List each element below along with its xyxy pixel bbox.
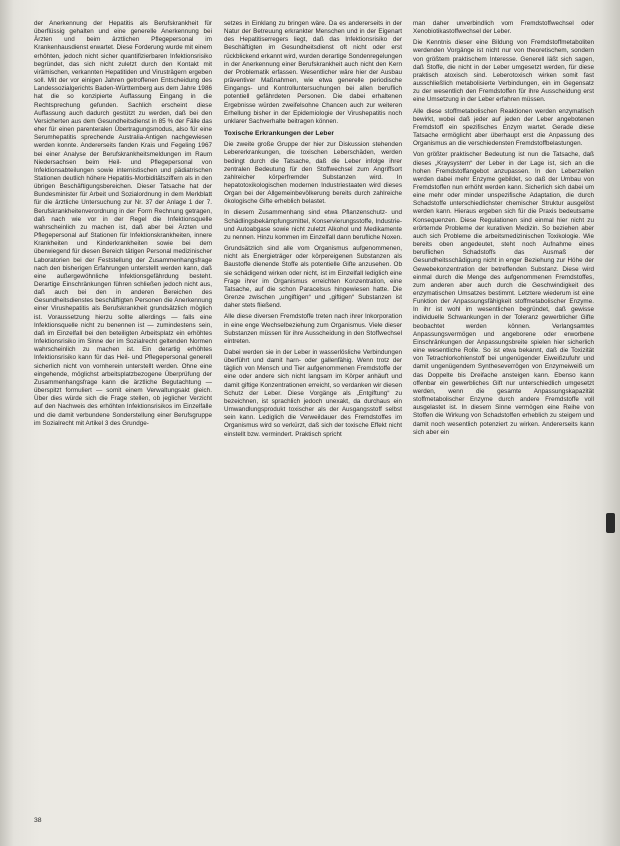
text-column-right	[413, 20, 594, 440]
text-column-left	[34, 20, 212, 431]
text-column-middle	[224, 20, 402, 442]
paragraph: man daher unverbindlich vom Fremdstoffwechsel oder Xenobiotikastoffwechsel der Leber.	[413, 20, 594, 36]
paragraph: Von größter praktischer Bedeutung ist nun die Tatsache, daß dieses „Kraysystem“ der Leber in der Lage ist, sich an die hohen Fremdstoffangebot anzupassen. In den Leberzellen werden dabei mehr Enzyme gebildet, so daß der Umbau von Fremdstoffen nun erhöht werden kann. Sicherlich sich dabei um eine mehr oder minder unspezifische Adaptation, die durch Schadstoffe unterschiedlichster chemischer Struktur ausgelöst werden kann. Hieraus ergeben sich für die Praxis bedeutsame Konsequenzen. Diese Regulationen sind einmal hier nicht zu erörternde Probleme der kurativen Medizin. So beziehen aber auch sich Probleme die arbeitsmedizinischen Toxikologie. Wie bereits oben angedeutet, steht noch Aufnahme eines beruflichen Schadstoffs das Ausmaß der Gesundheitsschädigung nicht in enger Beziehung zur Höhe der Gewebekonzentration der betreffenden Substanz. Diese wird einmal durch die Menge des aufgenommenen Fremdstoffes, zum anderen aber auch durch die Geschwindigkeit des enzymatischen Umsatzes bestimmt. Letztere wiederum ist eine Funktion der Anpassungsfähigkeit stoffmetabolischer Enzyme. In ihr ist wohl im wesentlichen begründet, daß gewisse individuelle Schwankungen in der Toleranz gewerblicher Gifte beobachtet werden können. Verlangsamtes Anpassungsvermögen und angeborene oder erworbene Einschränkungen der Anpassungsbreite spielen hier sicherlich eine wesentliche Rolle. So ist etwa bekannt, daß die Toxizität von Tetrachlorkohlenstoff bei ungenügender Eiweißzufuhr und damit ungenügendem Syntheseverrögen von Enzymeiweiß um das Doppelte bis Dreifache ansteigen kann. Ebenso kann offenbar ein gewerbliches Gift nur unterschiedlich umgesetzt werden, wenn die gesamte Anpassungskapazität stoffmetabolischer Enzyme durch andere Fremdstoffe voll ausgelastet ist. In diesem Sinne vermögen eine Reihe von Stoffen die Wirkung von Schadstoffen erheblich zu steigern und damit noch wesentlich potenziert zu wirken. Andererseits kann sich aber ein	[413, 151, 594, 436]
page-number: 38	[34, 817, 42, 824]
paragraph: Alle diese diversen Fremdstoffe treten nach ihrer Inkorporation in eine enge Wechselbeziehung zum Organismus. Viele dieser Substanzen müssen für ihre Ausscheidung in den Stoffwechsel eintreten.	[224, 313, 402, 345]
paragraph: setzes in Einklang zu bringen wäre. Da es andererseits in der Natur der Betreuung erkrankter Menschen und in der Eigenart des Hepatitiserregers liegt, daß das Infektionsrisiko der Beschäftigten im Gesundheitsdienst oft nicht oder erst rückblickend erkannt wird, wurden derartige Sondenregelungen in der Anerkennung einer Berufskrankheit auch nicht den Kern der Problematik erfassen. Wesentlicher wäre hier der Ausbau präventiver Maßnahmen, wie etwa generelle periodische Eingangs- und Kontrolluntersuchungen bei allen beruflich potentiell gefährdeten Personen. Die dabei erhaltenen Ergebnisse würden zweifelsohne Chancen auch zur weiteren Erhellung bisher in der Epidemiologie der Virushepatitis noch unklarer Sachverhalte beitragen können.	[224, 20, 402, 125]
paragraph: Alle diese stoffmetabolischen Reaktionen werden enzymatisch bewirkt, wobei daß jeder auf jeden der Leber angebotenen Fremdstoff ein spezifisches Enzym wartet. Gerade diese Tatsache ermöglicht aber überhaupt erst die Anpassung des Organismus an die verschiedensten Fremdstoffbelastungen.	[413, 107, 594, 148]
paragraph: Grundsätzlich sind alle vom Organismus aufgenommenen, nicht als Energieträger oder körpereigenen Substanzen als Baustoffe dienende Stoffe als potentielle Gifte anzusehen. Ob sie schädigend wirken oder nicht, ist im Einzelfall lediglich eine Frage ihrer im Organismus erreichten Konzentration, eine Tatsache, auf die schon Paracelsus hingewiesen hatte. Die Grenze zwischen „ungiftigen“ und „giftigen“ Substanzen ist daher stets fließend.	[224, 245, 402, 310]
paragraph: Die zweite große Gruppe der hier zur Diskussion stehenden Lebererkrankungen, die toxischen Leberschäden, werden bedingt durch die Tatsache, daß die Leber infolge ihrer zentralen Bedeutung für den Stoffwechsel zum Angriffsort zahlreicher körperfremder Substanzen wird. In hepatotoxikologischen modernen Industriestaaten wird dieses Organ bei der Allgemeinbevölkerung bereits durch zahlreiche ökologische Gifte erheblich belastet.	[224, 141, 402, 206]
binder-clip	[606, 513, 615, 533]
paragraph: In diesem Zusammenhang sind etwa Pflanzenschutz- und Schädlingsbekämpfungsmittel, Konservierungsstoffe, Industrie- und Autoabgase sowie nicht zuletzt Alkohol und Medikamente zu nennen. Hinzu kommen im Einzelfall dann berufliche Noxen.	[224, 209, 402, 241]
section-heading: Toxische Erkrankungen der Leber	[224, 130, 335, 138]
paragraph: Die Kenntnis dieser eine Bildung von Fremdstoffmetaboliten werdenden Vorgänge ist nicht nur von theoretischem, sondern von größtem praktischem Interesse. Generell läßt sich sagen, daß Stoffe, die nicht in der Leber umgesetzt werden, für diese praktisch atoxisch sind. Leberotoxisch wirken somit fast ausschließlich metabolisierte Verbindungen, ein im Gegensatz zu der wesentlich den Fremdstoffen für ihre Ausscheidung erst eine Umsetzung in der Leber erfahren müssen.	[413, 39, 594, 104]
paragraph: der Anerkennung der Hepatitis als Berufskrankheit für überflüssig gehalten und eine generelle Anerkennung bei Ärzten und beim ärztlichen Pflegepersonal im Krankenhausdienst erwartet. Diese Forderung wurde mit einem erhöhten, jedoch nicht sicher quantifizierbaren Infektionsrisiko begründet, das sich nicht zuletzt durch den Kontakt mit virämischen, verkannten Hepatitiden und Virusträgern ergeben soll. Mit der vor einigen Jahren getroffenen Entscheidung des Landessozialgerichts Baden-Württemberg aus dem Jahre 1986 hat die so konzipierte Auffassung Eingang in die Rechtsprechung gefunden. Sachlich erscheint diese Auffassung auch dadurch gestützt zu werden, daß bei den Versicherten aus dem Gesundheitsdienst in 85 % der Fälle das eher für einen parenteralen Übertragungsmodus, also für eine Serumhepatitis sprechende Australia-Antigen nachgewiesen werden konnte. Andererseits fanden Krais und Fegeling 1967 bei einer Analyse der Berufskrankheitsmeldungen im Raum Niedersachsen beim Heil- und Pflegepersonal von Infektionsabteilungen sowie internistischen und pädiatrischen Stationen deutlich höhere Hepatitis-Morbiditätsziffern als in den übrigen Beschäftigungsbereichen. Dieser Tatsache hat der Bundesminister für Arbeit und Sozialordnung in dem Merkblatt für die ärztliche Untersuchung zur Nr. 37 der Anlage 1 der 7. Berufskrankheitenverordnung in der Form Rechnung getragen, daß nach wie vor in der Regel die Infektionsquelle wahrscheinlich zu machen ist, daß aber bei Ärzten und Pflegepersonal auf Stationen für Infektionskrankheiten, innere Krankheiten und Kinderkrankheiten sowie bei dem überwiegend für diesen Bereich tätigen Personal medizinischer Laboratorien bei der Feststellung der Zusammenhangsfrage nach den bisherigen Erfahrungen unterstellt werden kann, daß eine außergewöhnliche Infektionsgefährdung besteht. Derartige Einschränkungen führen schließen jedoch nicht aus, daß auch bei den in anderen Bereichen des Gesundheitsdienstes beschäftigten Personen die Anerkennung einer Virushepatitis als Berufskrankheit grundsätzlich möglich ist. Voraussetzung hierzu sollte allerdings — falls eine Infektionsquelle nicht zu benennen ist — zumindestens sein, daß im Einzelfall bei den beteiligten Arbeitsplatz ein erhöhtes Infektionsrisiko im Sinne der im Sozialrecht geltenden Normen wahrscheinlich zu machen ist. Ein derartig erhöhtes Infektionsrisiko kann für das Heil- und Pflegepersonal generell sicherlich nicht von vornherein unterstellt werden. Ohne eine eingehende, möglichst arbeitsplatzbezogene Überprüfung der Zusammenhangsfrage kann die ärztliche Begutachtung — überspitzt formuliert — somit einem Verwaltungsakt gleich. Über dies würde sich die Frage stellen, ob jeglicher Verzicht auf den Nachweis des erhöhten Infektionsrisikos im Einzelfalle und die damit verbundene Sonderstellung einer Berufsgruppe im Sozialrecht mit Artikel 3 des Grundge-	[34, 20, 212, 427]
paragraph: Dabei werden sie in der Leber in wasserlösliche Verbindungen überführt und damit harn- oder gallenfähig. Wenn trotz der täglich von Mensch und Tier aufgenommenen Fremdstoffe der eine oder andere sich nicht langsam im Körper anhäuft und damit giftige Konzentrationen erreicht, so verdanken wir diesen Schutz der Leber. Diese Vorgänge als „Entgiftung“ zu bezeichnen, ist sprachlich jedoch unexakt, da durchaus ein Umwandlungsprodukt toxischer als der Ausgangsstoff selbst sein kann. Lediglich die Verweildauer des Fremdstoffes im Organismus wird so verkürzt, daß sich der toxische Effekt nicht einstellt bzw. vermindert. Praktisch spricht	[224, 348, 402, 438]
